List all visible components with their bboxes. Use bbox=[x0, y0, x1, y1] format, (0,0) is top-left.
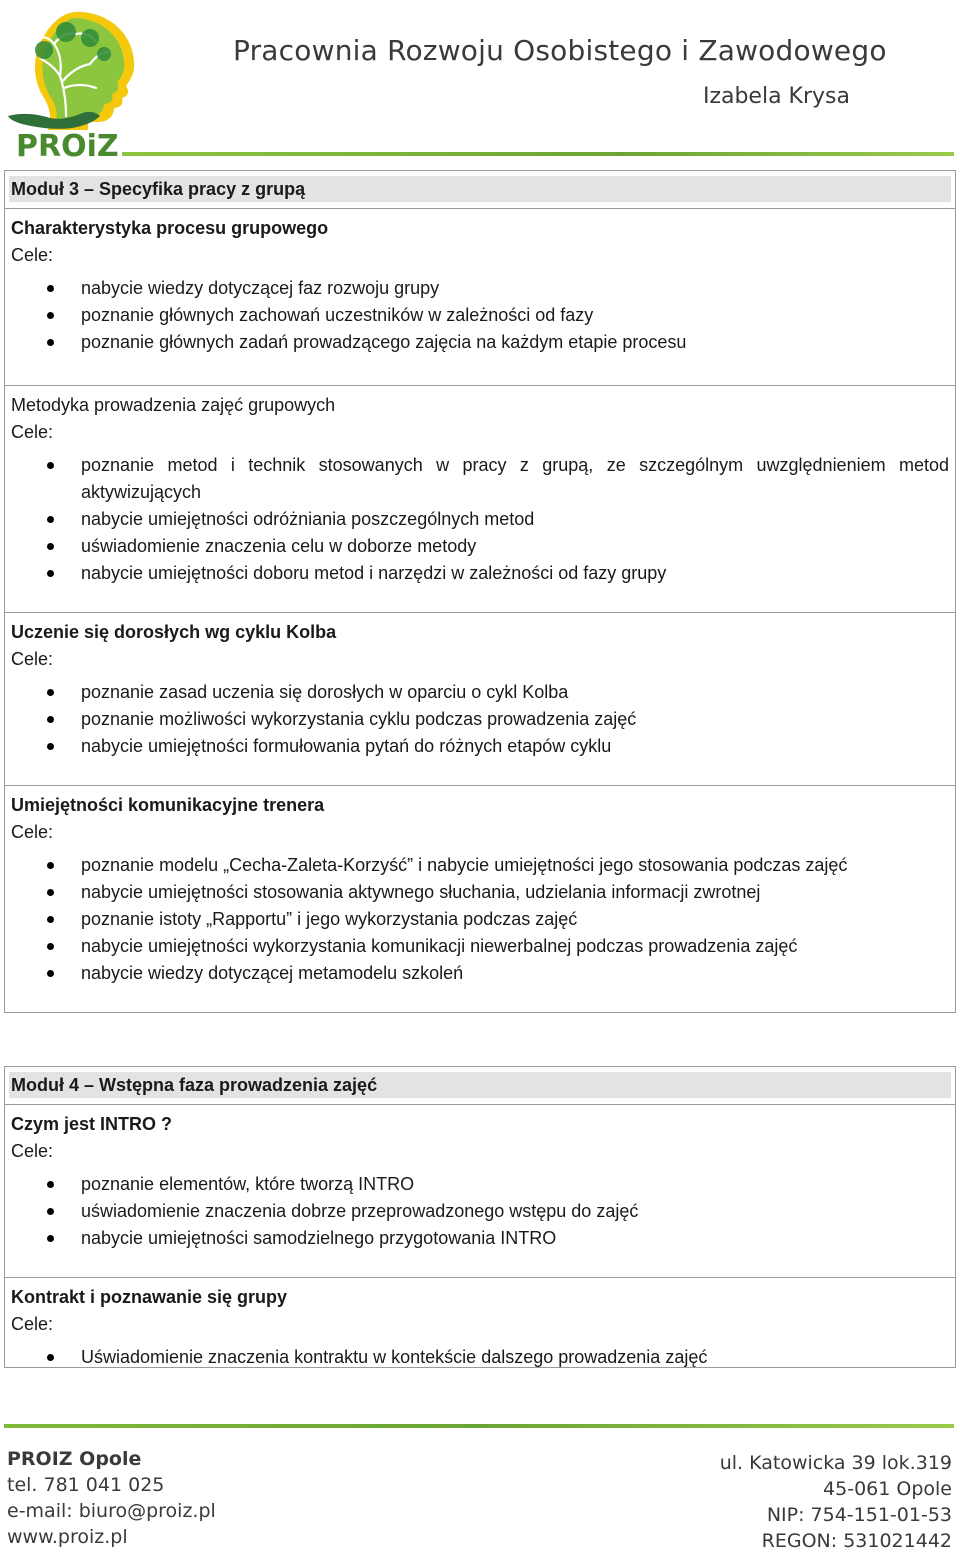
goal-item: poznanie elementów, które tworzą INTRO bbox=[11, 1171, 949, 1198]
topic-title: Uczenie się dorosłych wg cyklu Kolba bbox=[11, 622, 337, 642]
topic-title: Charakterystyka procesu grupowego bbox=[11, 218, 329, 238]
goal-item: nabycie wiedzy dotyczącej faz rozwoju grupy bbox=[11, 275, 949, 302]
page-header bbox=[0, 0, 960, 160]
goal-item: poznanie głównych zachowań uczestników w zależności od fazy bbox=[11, 302, 949, 329]
footer-phone: tel. 781 041 025 bbox=[7, 1474, 165, 1496]
goal-item: poznanie istoty „Rapportu” i jego wykorzystania podczas zajęć bbox=[11, 906, 949, 933]
footer-divider bbox=[4, 1424, 954, 1428]
topic-title: Kontrakt i poznawanie się grupy bbox=[11, 1287, 288, 1307]
module-header bbox=[5, 1067, 955, 1105]
goals-label: Cele: bbox=[11, 649, 54, 669]
footer-contact bbox=[7, 1446, 216, 1550]
person-name: Izabela Krysa bbox=[702, 84, 850, 109]
goal-item: poznanie metod i technik stosowanych w pracy z grupą, ze szczególnym uwzględnieniem metod aktywizujących bbox=[11, 452, 949, 506]
module-title: Moduł 4 – Wstępna faza prowadzenia zajęć bbox=[11, 1075, 378, 1095]
goals-list bbox=[11, 1171, 949, 1252]
footer-nip: NIP: 754-151-01-53 bbox=[766, 1504, 952, 1526]
goals-list bbox=[11, 852, 949, 987]
goal-item: Uświadomienie znaczenia kontraktu w kontekście dalszego prowadzenia zajęć bbox=[11, 1344, 949, 1371]
goal-item: nabycie umiejętności wykorzystania komunikacji niewerbalnej podczas prowadzenia zajęć bbox=[11, 933, 949, 960]
topic-title: Metodyka prowadzenia zajęć grupowych bbox=[11, 395, 336, 415]
footer-regon: REGON: 531021442 bbox=[761, 1530, 952, 1552]
topic-section bbox=[5, 1105, 955, 1278]
logo-text: PROiZ bbox=[16, 129, 119, 158]
footer-brand: PROIZ Opole bbox=[7, 1448, 142, 1470]
footer-address bbox=[720, 1450, 952, 1554]
goals-list bbox=[11, 1344, 949, 1371]
goal-item: nabycie wiedzy dotyczącej metamodelu szkoleń bbox=[11, 960, 949, 987]
header-divider bbox=[122, 152, 954, 156]
goals-label: Cele: bbox=[11, 245, 54, 265]
topic-section bbox=[5, 1278, 955, 1368]
goal-item: poznanie możliwości wykorzystania cyklu podczas prowadzenia zajęć bbox=[11, 706, 949, 733]
goals-label: Cele: bbox=[11, 1141, 54, 1161]
goal-item: nabycie umiejętności samodzielnego przygotowania INTRO bbox=[11, 1225, 949, 1252]
module-header bbox=[5, 171, 955, 209]
topic-section bbox=[5, 386, 955, 613]
module-title: Moduł 3 – Specyfika pracy z grupą bbox=[11, 179, 306, 199]
goal-item: nabycie umiejętności odróżniania poszczególnych metod bbox=[11, 506, 949, 533]
footer-street: ul. Katowicka 39 lok.319 bbox=[719, 1452, 952, 1474]
topic-section bbox=[5, 209, 955, 386]
organization-title: Pracownia Rozwoju Osobistego i Zawodowego bbox=[233, 34, 887, 67]
goal-item: nabycie umiejętności stosowania aktywnego słuchania, udzielania informacji zwrotnej bbox=[11, 879, 949, 906]
module-4 bbox=[4, 1066, 956, 1368]
goals-list bbox=[11, 275, 949, 356]
footer-website: www.proiz.pl bbox=[7, 1526, 128, 1548]
goal-item: nabycie umiejętności formułowania pytań do różnych etapów cyklu bbox=[11, 733, 949, 760]
goals-list bbox=[11, 452, 949, 587]
goal-item: poznanie zasad uczenia się dorosłych w oparciu o cykl Kolba bbox=[11, 679, 949, 706]
goals-label: Cele: bbox=[11, 822, 54, 842]
topic-title: Umiejętności komunikacyjne trenera bbox=[11, 795, 325, 815]
goals-label: Cele: bbox=[11, 422, 54, 442]
goal-item: uświadomienie znaczenia celu w doborze metody bbox=[11, 533, 949, 560]
goal-item: nabycie umiejętności doboru metod i narzędzi w zależności od fazy grupy bbox=[11, 560, 949, 587]
goal-item: poznanie głównych zadań prowadzącego zajęcia na każdym etapie procesu bbox=[11, 329, 949, 356]
module-3 bbox=[4, 170, 956, 1013]
goals-list bbox=[11, 679, 949, 760]
topic-section bbox=[5, 786, 955, 1013]
proiz-logo bbox=[4, 4, 142, 158]
footer-city: 45-061 Opole bbox=[823, 1478, 952, 1500]
goal-item: poznanie modelu „Cecha-Zaleta-Korzyść” i nabycie umiejętności jego stosowania podczas zajęć bbox=[11, 852, 949, 879]
goals-label: Cele: bbox=[11, 1314, 54, 1334]
topic-title: Czym jest INTRO ? bbox=[11, 1114, 173, 1134]
footer-email: e-mail: biuro@proiz.pl bbox=[7, 1500, 216, 1522]
goal-item: uświadomienie znaczenia dobrze przeprowadzonego wstępu do zajęć bbox=[11, 1198, 949, 1225]
topic-section bbox=[5, 613, 955, 786]
